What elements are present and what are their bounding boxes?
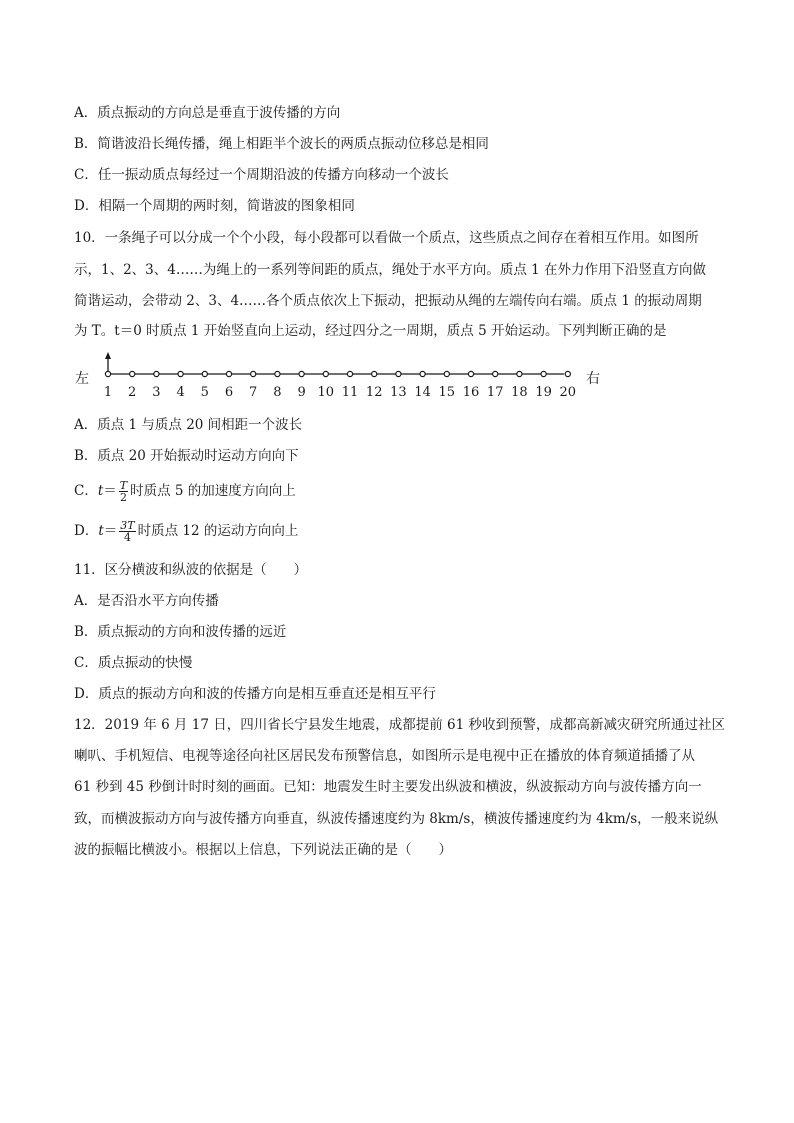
q10-option-c xyxy=(74,478,296,504)
q10-option-a: A．质点 1 与质点 20 间相距一个波长 xyxy=(74,417,303,433)
rope-point-label: 10 xyxy=(317,385,335,400)
rope-point xyxy=(565,371,570,376)
q10-option-d xyxy=(74,518,298,544)
rope-figure xyxy=(70,350,610,402)
rope-point-label: 16 xyxy=(462,385,480,400)
fraction-denominator: 2 xyxy=(119,491,127,504)
rope-point xyxy=(444,371,449,376)
fraction-denominator: 4 xyxy=(123,531,131,544)
equals-sign: ＝ xyxy=(103,483,117,499)
q12-stem-line: 波的振幅比横波小。根据以上信息，下列说法正确的是（ ） xyxy=(74,842,452,858)
rope-point xyxy=(541,371,546,376)
rope-point xyxy=(202,371,207,376)
rope-point xyxy=(493,371,498,376)
rope-point-label: 13 xyxy=(390,385,407,400)
q9-option-d: D．相隔一个周期的两时刻，简谐波的图象相同 xyxy=(74,198,355,214)
q10-stem-line: 简谐运动，会带动 2、3、4……各个质点依次上下振动，把振动从绳的左端传向右端。质点 1 的振动周期 xyxy=(74,293,702,309)
fraction-numerator: 3T xyxy=(120,519,135,532)
rope-point-label: 19 xyxy=(535,385,552,400)
rope-point xyxy=(178,371,183,376)
q11-option-d: D．质点的振动方向和波的传播方向是相互垂直还是相互平行 xyxy=(74,686,436,702)
rope-point xyxy=(226,371,231,376)
rope-point-label: 15 xyxy=(438,385,456,400)
q12-stem-line: 12．2019 年 6 月 17 日，四川省长宁县发生地震，成都提前 61 秒收到预警，成都高新减灾研究所通过社区 xyxy=(74,717,726,733)
q11-option-b: B．质点振动的方向和波传播的远近 xyxy=(74,624,287,640)
rope-point-label: 20 xyxy=(559,385,577,400)
q9-option-b: B．简谐波沿长绳传播，绳上相距半个波长的两质点振动位移总是相同 xyxy=(74,136,489,152)
rope-point xyxy=(372,371,377,376)
rope-point xyxy=(396,371,401,376)
rope-point-label: 18 xyxy=(511,385,528,400)
q11-stem: 11．区分横波和纵波的依据是（ ） xyxy=(74,562,308,578)
rope-point-label: 9 xyxy=(297,385,306,400)
time-symbol: t xyxy=(98,523,104,539)
q9-option-c: C．任一振动质点每经过一个周期沿波的传播方向移动一个波长 xyxy=(74,167,449,183)
left-label: 左 xyxy=(75,371,89,387)
time-symbol: t xyxy=(97,483,104,499)
rope-point-label: 8 xyxy=(273,385,282,400)
rope-point-label: 2 xyxy=(128,385,137,400)
rope-point-label: 5 xyxy=(200,385,209,400)
rope-point-label: 1 xyxy=(103,385,113,400)
rope-point-label: 3 xyxy=(152,385,161,400)
equals-sign: ＝ xyxy=(103,523,118,539)
q11-option-a: A．是否沿水平方向传播 xyxy=(74,593,219,609)
rope-point-label: 11 xyxy=(341,385,359,400)
rope-point xyxy=(420,371,425,376)
fraction xyxy=(119,520,135,543)
rope-point xyxy=(154,371,159,376)
rope-point xyxy=(275,371,280,376)
q10-stem-line: 为 T。t＝0 时质点 1 开始竖直向上运动，经过四分之一周期，质点 5 开始运动。下列判断正确的是 xyxy=(74,323,667,339)
fraction-numerator: T xyxy=(119,479,128,492)
option-c-prefix: C． xyxy=(74,483,98,499)
rope-point-label: 4 xyxy=(176,385,185,400)
q10-option-b: B．质点 20 开始振动时运动方向向下 xyxy=(74,448,299,464)
option-c-text: 时质点 5 的加速度方向向上 xyxy=(130,483,296,499)
rope-point xyxy=(517,371,522,376)
up-arrow-icon xyxy=(105,352,111,359)
option-d-prefix: D． xyxy=(74,523,99,539)
rope-point-label: 7 xyxy=(249,385,258,400)
rope-point xyxy=(347,371,352,376)
rope-point-label: 17 xyxy=(486,385,504,400)
q10-stem-line: 示，1、2、3、4……为绳上的一系列等间距的质点，绳处于水平方向。质点 1 在外力作用下沿竖直方向做 xyxy=(74,262,707,278)
q12-stem-line: 61 秒到 45 秒倒计时时刻的画面。已知：地震发生时主要发出纵波和横波，纵波振动方向与波传播方向一 xyxy=(74,779,702,795)
rope-point xyxy=(468,371,473,376)
rope-point xyxy=(130,371,135,376)
rope-point xyxy=(299,371,304,376)
q12-stem-line: 喇叭、手机短信、电视等途径向社区居民发布预警信息，如图所示是电视中正在播放的体育频道插播了从 xyxy=(74,748,695,764)
rope-point xyxy=(105,371,110,376)
rope-point xyxy=(323,371,328,376)
option-d-text: 时质点 12 的运动方向向上 xyxy=(137,523,299,539)
right-label: 右 xyxy=(586,371,600,387)
rope-point-label: 14 xyxy=(414,385,431,400)
rope-point-label: 12 xyxy=(365,385,383,400)
q10-stem-line: 10．一条绳子可以分成一个个小段，每小段都可以看做一个质点，这些质点之间存在着相互作用。如图所 xyxy=(74,230,699,246)
fraction xyxy=(119,480,128,503)
q9-option-a: A．质点振动的方向总是垂直于波传播的方向 xyxy=(74,105,341,121)
rope-points xyxy=(104,371,576,400)
q11-option-c: C．质点振动的快慢 xyxy=(74,655,193,671)
rope-point xyxy=(251,371,256,376)
rope-point-label: 6 xyxy=(224,385,234,400)
q12-stem-line: 致，而横波振动方向与波传播方向垂直，纵波传播速度约为 8km/s，横波传播速度约为 4km/s，一般来说纵 xyxy=(74,811,719,827)
